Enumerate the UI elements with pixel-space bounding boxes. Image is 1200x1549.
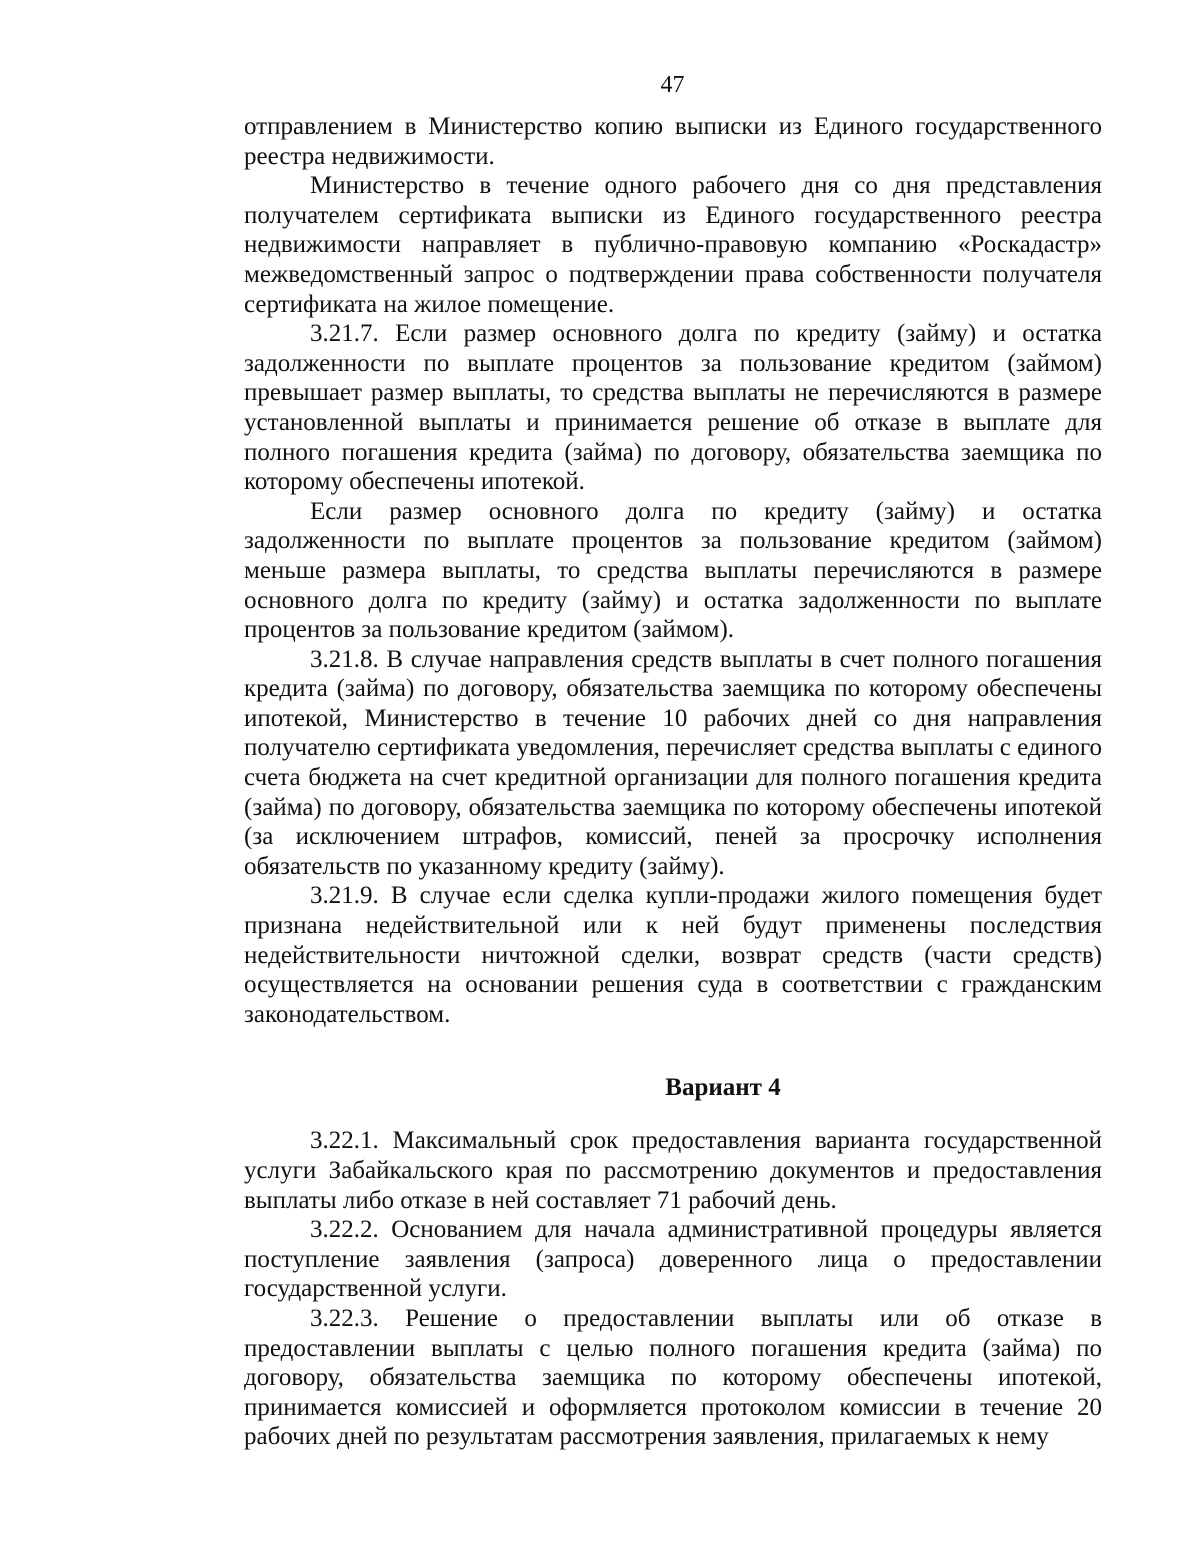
paragraph-3-21-7: 3.21.7. Если размер основного долга по кредиту (займу) и остатка задолженности по выплате процентов за пользование кредитом (займом) превышает размер выплаты, то средства выплаты не перечисляются в размере установленной выплаты и принимается решение об отказе в выплате для полного погашения кредита (займа) по договору, обязательства заемщика по которому обеспечены ипотекой. [244,320,1102,496]
paragraph-3-21-8: 3.21.8. В случае направления средств выплаты в счет полного погашения кредита (займа) по договору, обязательства заемщика по которому обеспечены ипотекой, Министерство в течение 10 рабочих дней со дня направления получателю сертификата уведомления, перечисляет средства выплаты с единого счета бюджета на счет кредитной организации для полного погашения кредита (займа) по договору, обязательства заемщика по которому обеспечены ипотекой (за исключением штрафов, комиссий, пеней за просрочку исполнения обязательств по указанному кредиту (займу). [244,645,1102,880]
paragraph-3-22-3: 3.22.3. Решение о предоставлении выплаты или об отказе в предоставлении выплаты с целью полного погашения кредита (займа) по договору, обязательства заемщика по которому обеспечены ипотекой, принимается комиссией и оформляется протоколом комиссии в течение 20 рабочих дней по результатам рассмотрения заявления, прилагаемых к нему [244,1304,1102,1451]
document-body [244,112,1102,1452]
page-number: 47 [660,72,685,98]
paragraph-3-22-1: 3.22.1. Максимальный срок предоставления варианта государственной услуги Забайкальского края по рассмотрению документов и предоставления выплаты либо отказе в ней составляет 71 рабочий день. [244,1127,1102,1214]
paragraph-continuation: отправлением в Министерство копию выписки из Единого государственного реестра недвижимости. [244,113,1102,170]
paragraph-ministry-request: Министерство в течение одного рабочего дня со дня представления получателем сертификата выписки из Единого государственного реестра недвижимости направляет в публично-правовую компанию «Роскадастр» межведомственный запрос о подтверждении права собственности получателя сертификата на жилое помещение. [244,172,1102,318]
paragraph-3-21-7-continued: Если размер основного долга по кредиту (займу) и остатка задолженности по выплате процентов за пользование кредитом (займом) меньше размера выплаты, то средства выплаты перечисляются в размере основного долга по кредиту (займу) и остатка задолженности по выплате процентов за пользование кредитом (займом). [244,497,1102,644]
paragraph-3-21-9: 3.21.9. В случае если сделка купли-продажи жилого помещения будет признана недействительной или к ней будут применены последствия недействительности ничтожной сделки, возврат средств (части средств) осуществляется на основании решения суда в соответствии с гражданским законодательством. [244,882,1102,1028]
paragraph-3-22-2: 3.22.2. Основанием для начала административной процедуры является поступление заявления (запроса) доверенного лица о предоставлении государственной услуги. [244,1216,1102,1303]
section-heading: Вариант 4 [665,1074,781,1102]
